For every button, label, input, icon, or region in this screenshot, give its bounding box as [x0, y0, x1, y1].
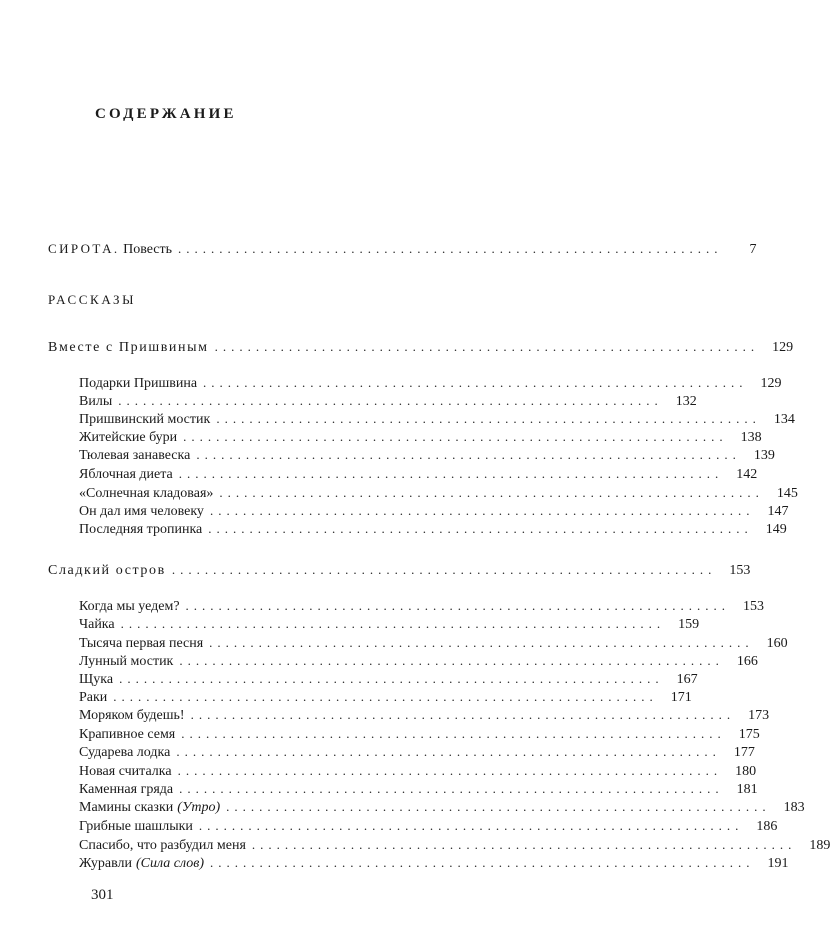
toc-entry[interactable] [79, 484, 798, 503]
toc-page-number: 149 [765, 522, 787, 537]
section-label-stories: РАССКАЗЫ [48, 292, 137, 307]
toc-page-number: 180 [735, 764, 757, 779]
toc-page-number: 171 [670, 690, 692, 705]
toc-entry-title: Сударева лодка [79, 745, 171, 760]
dot-leader: .................................................................. [216, 411, 761, 426]
toc-entry[interactable] [79, 446, 775, 465]
toc-entry-title: Моряком будешь! [79, 708, 185, 723]
toc-entry-title: Щука [79, 672, 114, 687]
toc-entry-title: Вилы [79, 394, 113, 409]
toc-entry[interactable] [79, 762, 757, 781]
toc-entry[interactable] [79, 688, 692, 707]
toc-entry[interactable] [79, 836, 830, 855]
novel-title-caps: СИРОТА. [48, 241, 120, 256]
toc-entry-title: Тысяча первая песня [79, 636, 204, 651]
dot-leader: .................................................................. [209, 503, 755, 518]
toc-page-number: 189 [809, 838, 830, 853]
toc-entry-title: Журавли (Сила слов) [79, 856, 204, 871]
dot-leader: .................................................................. [118, 393, 663, 408]
toc-entry[interactable] [79, 615, 700, 634]
toc-entry[interactable] [79, 428, 762, 447]
toc-entry[interactable] [79, 634, 788, 653]
dot-leader: .................................................................. [198, 818, 744, 833]
toc-entry[interactable] [79, 817, 778, 836]
dot-leader: .................................................................. [208, 521, 753, 536]
toc-entry-title: Лунный мостик [79, 654, 174, 669]
toc-page-number: 186 [756, 819, 778, 834]
contents-heading: СОДЕРЖАНИЕ [95, 106, 237, 122]
toc-page-number: 181 [736, 782, 758, 797]
toc-entry[interactable] [79, 725, 760, 744]
toc-entry-subtitle: (Утро) [177, 800, 221, 815]
toc-entry-title: Пришвинский мостик [79, 412, 211, 427]
dot-leader: .................................................................. [183, 429, 728, 444]
toc-entry-title: Последняя тропинка [79, 522, 203, 537]
toc-entry[interactable] [79, 798, 805, 817]
toc-entry-novel[interactable] [48, 240, 757, 259]
toc-entry[interactable] [79, 502, 789, 521]
toc-entry-title: «Солнечная кладовая» [79, 486, 214, 501]
toc-entry[interactable] [79, 597, 765, 616]
toc-entry-title: Крапивное семя [79, 727, 176, 742]
toc-entry-title: Когда мы уедем? [79, 599, 180, 614]
dot-leader: .................................................................. [209, 635, 754, 650]
dot-leader: .................................................................. [179, 653, 724, 668]
dot-leader: .................................................................. [190, 707, 736, 722]
toc-entry-title: Чайка [79, 617, 115, 632]
toc-entry[interactable] [79, 743, 755, 762]
dot-leader: .................................................................. [179, 781, 724, 796]
novel-title-genre: Повесть [123, 242, 172, 257]
toc-entry-cycle[interactable] [48, 561, 751, 580]
toc-entry[interactable] [79, 520, 787, 539]
dot-leader: .................................................................. [210, 855, 755, 870]
toc-entry-title: Вместе с Пришвиным [48, 340, 209, 355]
toc-entry-title [48, 240, 172, 259]
dot-leader: .................................................................. [178, 241, 723, 256]
dot-leader: .................................................................. [185, 598, 731, 613]
dot-leader: .................................................................. [178, 466, 724, 481]
toc-page-number: 175 [738, 727, 760, 742]
toc-entry-cycle[interactable] [48, 338, 794, 357]
toc-page-number: 134 [773, 412, 795, 427]
toc-entry[interactable] [79, 392, 697, 411]
toc-entry-title: Яблочная диета [79, 467, 173, 482]
toc-entry-title: Мамины сказки (Утро) [79, 800, 221, 815]
toc-entry[interactable] [79, 410, 795, 429]
toc-page-number: 129 [760, 376, 782, 391]
toc-entry-title: Он дал имя человеку [79, 504, 204, 519]
dot-leader: .................................................................. [113, 689, 658, 704]
toc-page-number: 138 [740, 430, 762, 445]
toc-page-number: 129 [772, 340, 794, 355]
dot-leader: .................................................................. [196, 447, 741, 462]
dot-leader: .................................................................. [251, 837, 797, 852]
toc-entry-title: Раки [79, 690, 108, 705]
dot-leader: .................................................................. [177, 763, 723, 778]
toc-entry[interactable] [79, 465, 758, 484]
toc-entry-title: Новая считалка [79, 764, 172, 779]
toc-entry-title: Грибные шашлыки [79, 819, 193, 834]
toc-entry-title: Подарки Пришвина [79, 376, 198, 391]
toc-page-number: 191 [767, 856, 789, 871]
toc-page-number: 147 [767, 504, 789, 519]
toc-page-number: 167 [676, 672, 698, 687]
toc-entry-title: Житейские бури [79, 430, 178, 445]
toc-page-number: 132 [675, 394, 697, 409]
dot-leader: .................................................................. [219, 485, 764, 500]
dot-leader: .................................................................. [203, 375, 748, 390]
dot-leader: .................................................................. [171, 562, 717, 577]
toc-page-number: 7 [749, 242, 757, 257]
toc-entry-title: Каменная гряда [79, 782, 174, 797]
toc-entry[interactable] [79, 670, 698, 689]
toc-entry[interactable] [79, 652, 758, 671]
dot-leader: .................................................................. [226, 799, 771, 814]
toc-entry-title: Сладкий остров [48, 563, 166, 578]
toc-entry[interactable] [79, 854, 789, 873]
toc-entry[interactable] [79, 706, 770, 725]
toc-page-number: 153 [729, 563, 751, 578]
dot-leader: .................................................................. [214, 339, 760, 354]
toc-page-number: 166 [736, 654, 758, 669]
toc-entry-title: Спасибо, что разбудил меня [79, 838, 246, 853]
page-number: 301 [91, 887, 114, 903]
toc-page-number: 183 [783, 800, 805, 815]
toc-page-number: 160 [766, 636, 788, 651]
toc-entry[interactable] [79, 780, 758, 799]
toc-entry-title: Тюлевая занавеска [79, 448, 191, 463]
dot-leader: .................................................................. [119, 671, 664, 686]
toc-entry[interactable] [79, 374, 782, 393]
dot-leader: .................................................................. [181, 726, 726, 741]
toc-page-number: 177 [733, 745, 755, 760]
toc-page-number: 139 [753, 448, 775, 463]
dot-leader: .................................................................. [120, 616, 666, 631]
toc-page-number: 145 [776, 486, 798, 501]
toc-entry-subtitle: (Сила слов) [135, 856, 204, 871]
toc-page-number: 142 [736, 467, 758, 482]
toc-page-number: 153 [743, 599, 765, 614]
dot-leader: .................................................................. [176, 744, 721, 759]
toc-page-number: 173 [748, 708, 770, 723]
toc-page-number: 159 [678, 617, 700, 632]
